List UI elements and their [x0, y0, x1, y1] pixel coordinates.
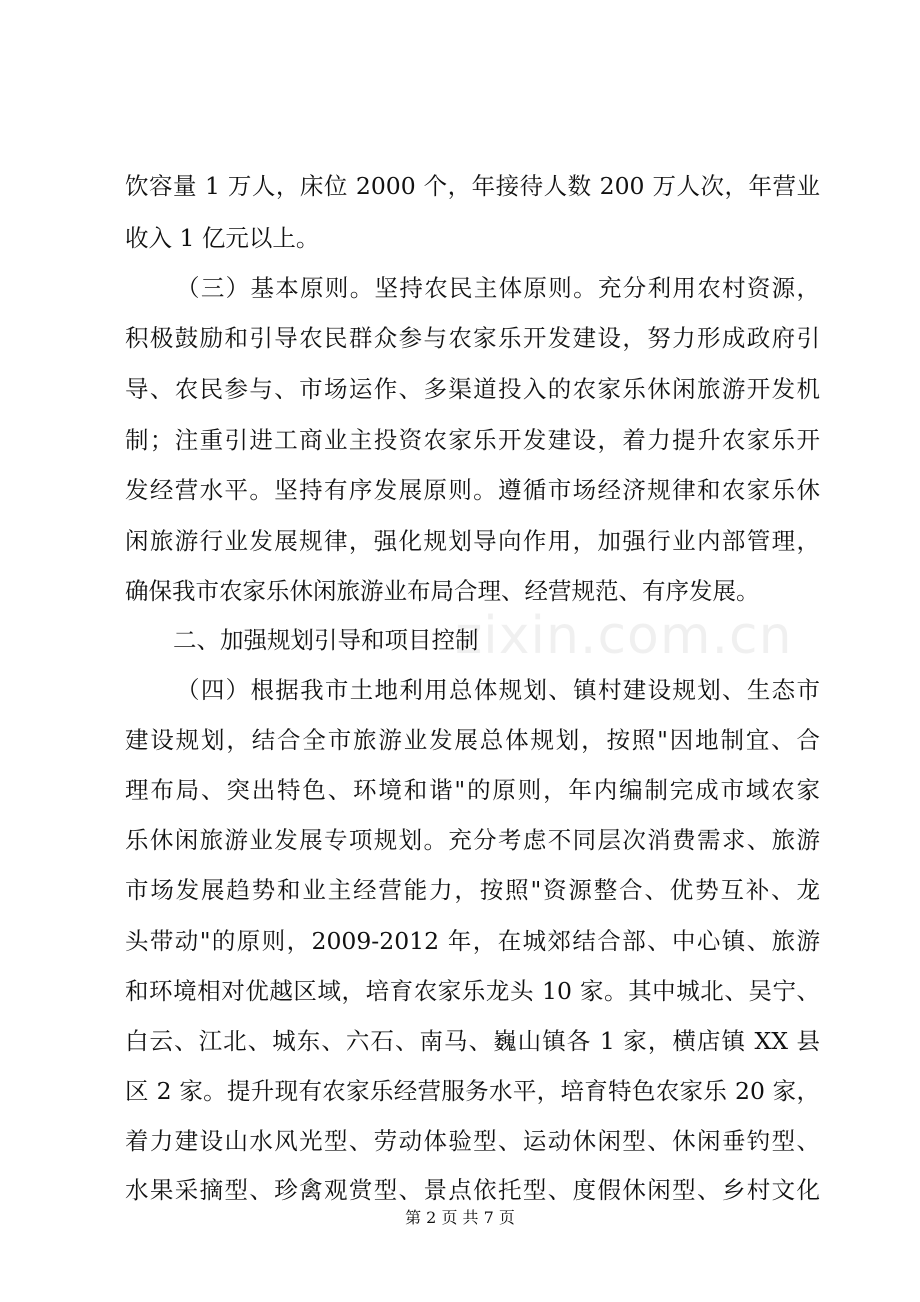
text-line-18: 白云、江北、城东、六石、南马、巍山镇各 1 家，横店镇 XX 县 [125, 1027, 820, 1055]
text-line-14: 乐休闲旅游业发展专项规划。充分考虑不同层次消费需求、旅游 [125, 826, 820, 854]
section-heading: 二、加强规划引导和项目控制 [173, 626, 479, 654]
paragraph-4-first-line: （四）根据我市土地利用总体规划、镇村建设规划、生态市 [176, 676, 820, 704]
text-line-17: 和环境相对优越区域，培育农家乐龙头 10 家。其中城北、吴宁、 [125, 977, 820, 1005]
text-line-19: 区 2 家。提升现有农家乐经营服务水平，培育特色农家乐 20 家， [125, 1077, 820, 1105]
text-line-4: 积极鼓励和引导农民群众参与农家乐开发建设，努力形成政府引 [125, 324, 820, 352]
paragraph-3-first-line: （三）基本原则。坚持农民主体原则。充分利用农村资源， [176, 274, 820, 302]
text-line-5: 导、农民参与、市场运作、多渠道投入的农家乐休闲旅游开发机 [125, 375, 820, 403]
text-line-9: 确保我市农家乐休闲旅游业布局合理、经营规范、有序发展。 [125, 577, 760, 605]
watermark: zixin.com.cn [455, 606, 793, 666]
text-line-2: 收入 1 亿元以上。 [125, 224, 320, 252]
text-line-6: 制；注重引进工商业主投资农家乐开发建设，着力提升农家乐开 [125, 426, 820, 454]
text-line-20: 着力建设山水风光型、劳动体验型、运动休闲型、休闲垂钓型、 [125, 1127, 820, 1155]
text-line-1: 饮容量 1 万人，床位 2000 个，年接待人数 200 万人次，年营业 [125, 172, 820, 200]
text-line-21: 水果采摘型、珍禽观赏型、景点依托型、度假休闲型、乡村文化 [125, 1176, 820, 1204]
text-line-12: 建设规划，结合全市旅游业发展总体规划，按照"因地制宜、合 [125, 726, 820, 754]
page-number-footer: 第 2 页 共 7 页 [405, 1208, 515, 1227]
text-line-7: 发经营水平。坚持有序发展原则。遵循市场经济规律和农家乐休 [125, 476, 820, 504]
text-line-13: 理布局、突出特色、环境和谐"的原则，年内编制完成市域农家 [125, 776, 820, 804]
text-line-8: 闲旅游行业发展规律，强化规划导向作用，加强行业内部管理， [125, 527, 820, 555]
text-line-15: 市场发展趋势和业主经营能力，按照"资源整合、优势互补、龙 [125, 876, 820, 904]
text-line-16: 头带动"的原则，2009-2012 年，在城郊结合部、中心镇、旅游 [125, 927, 820, 955]
